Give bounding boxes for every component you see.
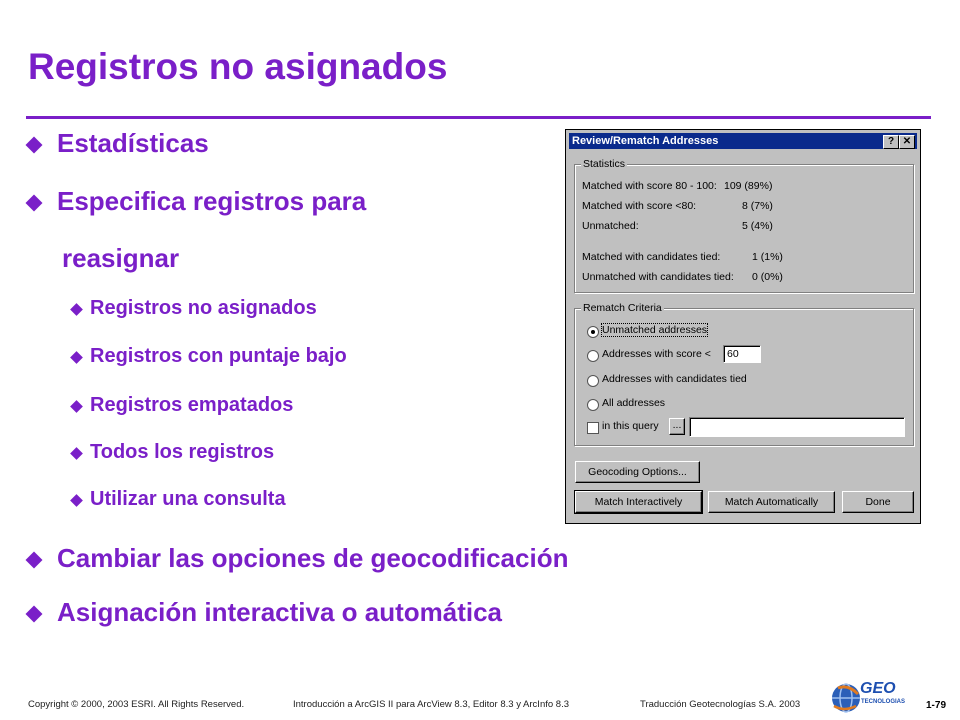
review-rematch-dialog [565,129,921,524]
subbullet-text: Todos los registros [90,441,275,463]
bullet-text: Cambiar las opciones de geocodificación [57,543,569,573]
query-input[interactable] [689,417,905,437]
stat-value: 1 (1%) [752,251,783,263]
bullet-matching [57,597,502,628]
bullet-continuation [62,243,179,274]
diamond-bullet-icon [26,552,43,569]
dialog-titlebar[interactable] [569,133,917,149]
done-button[interactable]: Done [842,491,914,513]
close-button[interactable]: ✕ [899,135,915,149]
logo-text: GEO [860,680,896,697]
stat-value: 0 (0%) [752,271,783,283]
stat-label: Unmatched: [582,220,639,232]
bullet-text: Estadísticas [57,128,209,158]
subbullet-low-score [90,345,347,368]
footer-translation: Traducción Geotecnologías S.A. 2003 [640,699,801,710]
stat-label: Unmatched with candidates tied: [582,271,734,283]
page-title: Registros no asignados [28,46,448,87]
rematch-criteria-group [574,302,914,446]
radio-all-label[interactable]: All addresses [602,397,666,409]
bullet-statistics [57,128,209,159]
match-interactively-button[interactable]: Match Interactively [575,491,702,513]
diamond-bullet-icon [70,351,83,364]
diamond-bullet-icon [26,195,43,212]
bullet-text: reasignar [62,243,180,273]
stat-value: 5 (4%) [742,220,773,232]
stat-value: 8 (7%) [742,200,773,212]
bullet-text: Especifica registros para [57,186,367,216]
stat-label: Matched with score <80: [582,200,697,212]
statistics-group [574,158,914,293]
radio-tied[interactable] [587,375,599,387]
diamond-bullet-icon [70,447,83,460]
footer-copyright: Copyright © 2000, 2003 ESRI. All Rights Reserved. [28,699,245,710]
bullet-specify-records [57,186,366,217]
help-button[interactable]: ? [883,135,899,149]
logo-subtext: TECNOLOGIAS [861,699,906,705]
subbullet-tied [90,394,293,417]
bullet-text: Asignación interactiva o automática [57,597,503,627]
radio-unmatched[interactable] [587,326,599,338]
diamond-bullet-icon [70,494,83,507]
subbullet-all [90,441,274,464]
radio-score[interactable] [587,350,599,362]
bullet-geocoding-options [57,543,568,574]
geocoding-options-button[interactable]: Geocoding Options... [575,461,700,483]
subbullet-text: Utilizar una consulta [90,488,286,510]
radio-tied-label[interactable]: Addresses with candidates tied [602,373,747,385]
query-browse-button[interactable]: ... [669,418,685,435]
diamond-bullet-icon [70,303,83,316]
rematch-criteria-label: Rematch Criteria [583,302,662,314]
score-input[interactable]: 60 [723,345,761,363]
stat-label: Matched with candidates tied: [582,251,721,263]
statistics-group-label: Statistics [583,158,626,170]
page-number: 1-79 [926,700,947,711]
dialog-title: Review/Rematch Addresses [572,135,719,147]
footer-course: Introducción a ArcGIS II para ArcView 8.3, Editor 8.3 y ArcInfo 8.3 [293,699,569,710]
stat-label: Matched with score 80 - 100: [582,180,717,192]
query-checkbox[interactable] [587,422,599,434]
match-automatically-button[interactable]: Match Automatically [708,491,835,513]
geotecnologias-logo [828,680,920,714]
stat-value: 109 (89%) [724,180,773,192]
diamond-bullet-icon [70,400,83,413]
subbullet-text: Registros empatados [90,394,294,416]
diamond-bullet-icon [26,606,43,623]
subbullet-text: Registros con puntaje bajo [90,345,347,367]
radio-all[interactable] [587,399,599,411]
subbullet-unmatched [90,297,317,320]
subbullet-query [90,488,286,511]
subbullet-text: Registros no asignados [90,297,317,319]
radio-unmatched-label[interactable]: Unmatched addresses [602,324,708,336]
radio-score-label[interactable]: Addresses with score < [602,348,711,360]
title-divider [26,116,931,119]
query-checkbox-label[interactable]: in this query [602,420,659,432]
diamond-bullet-icon [26,137,43,154]
